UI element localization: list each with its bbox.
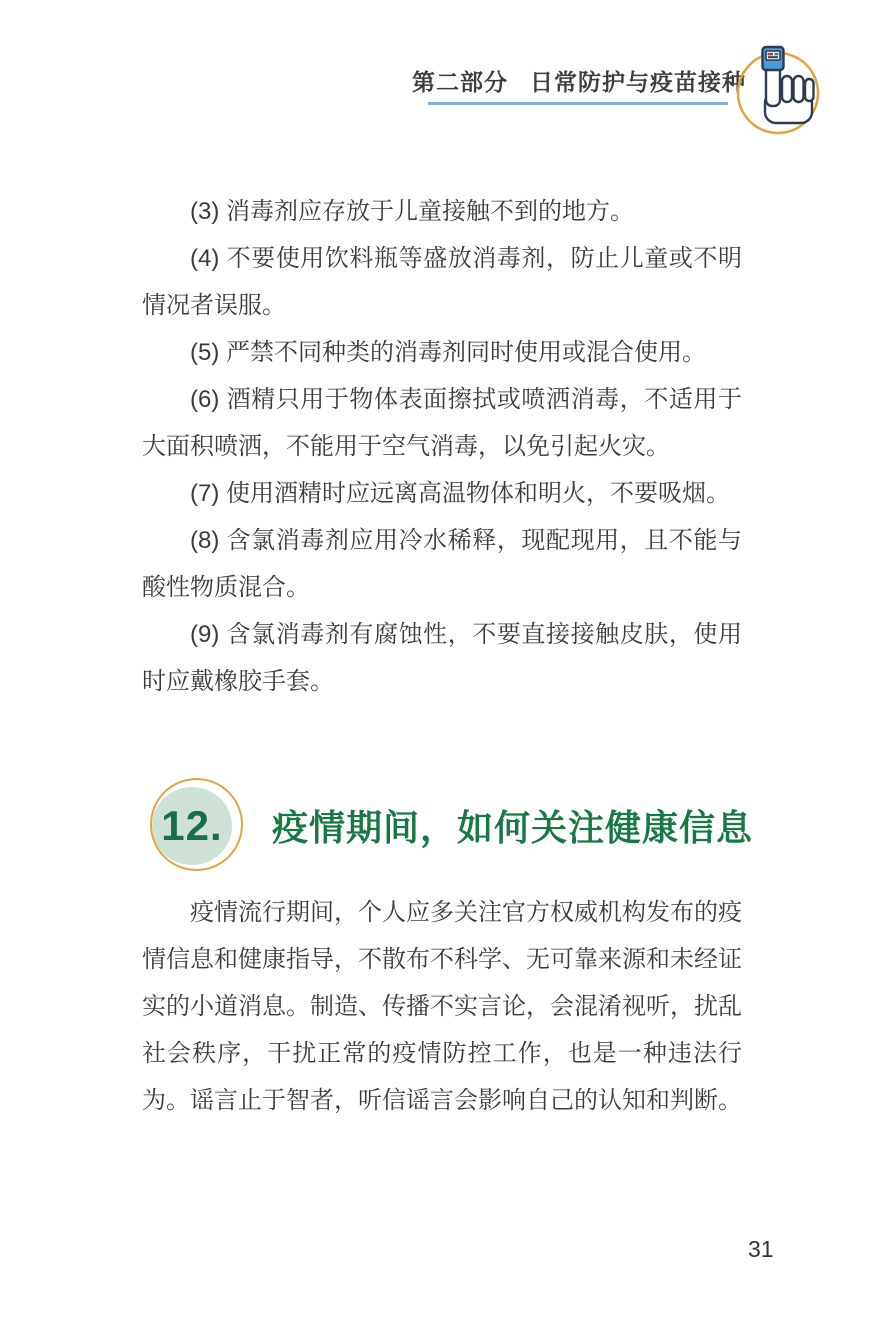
section-paragraph: 疫情流行期间，个人应多关注官方权威机构发布的疫情信息和健康指导，不散布不科学、无可靠来源和未经证实的小道消息。制造、传播不实言论，会混淆视听，扰乱社会秩序，干扰正常的疫情防控工作，也是一种违法行为。谣言止于智者，听信谣言会影响自己的认知和判断。: [142, 899, 742, 1114]
pulse-oximeter-on-finger-icon: [730, 42, 826, 138]
running-header: [412, 64, 746, 97]
badge-fill: [152, 787, 232, 865]
section-paragraph-block: [142, 889, 742, 1124]
header-section-title: 日常防护与疫苗接种: [530, 69, 746, 95]
paragraph-8: (8) 含氯消毒剂应用冷水稀释，现配现用，且不能与酸性物质混合。: [142, 527, 742, 601]
page-number: 31: [748, 1236, 774, 1262]
body-text-block: [142, 188, 742, 705]
paragraph-3: (3) 消毒剂应存放于儿童接触不到的地方。: [190, 198, 634, 225]
section-number: 12.: [161, 802, 223, 849]
header-section-label: 第二部分: [412, 69, 508, 95]
paragraph-4: (4) 不要使用饮料瓶等盛放消毒剂，防止儿童或不明情况者误服。: [142, 245, 742, 319]
paragraph-5: (5) 严禁不同种类的消毒剂同时使用或混合使用。: [190, 339, 706, 366]
header-underline: [428, 102, 728, 105]
paragraph-6: (6) 酒精只用于物体表面擦拭或喷洒消毒，不适用于大面积喷洒，不能用于空气消毒，以免引起火灾。: [142, 386, 742, 460]
paragraph-7: (7) 使用酒精时应远离高温物体和明火，不要吸烟。: [190, 480, 730, 507]
section-number-badge: [150, 778, 244, 872]
section-title: 疫情期间，如何关注健康信息: [272, 807, 754, 848]
paragraph-9: (9) 含氯消毒剂有腐蚀性，不要直接接触皮肤，使用时应戴橡胶手套。: [142, 621, 742, 695]
